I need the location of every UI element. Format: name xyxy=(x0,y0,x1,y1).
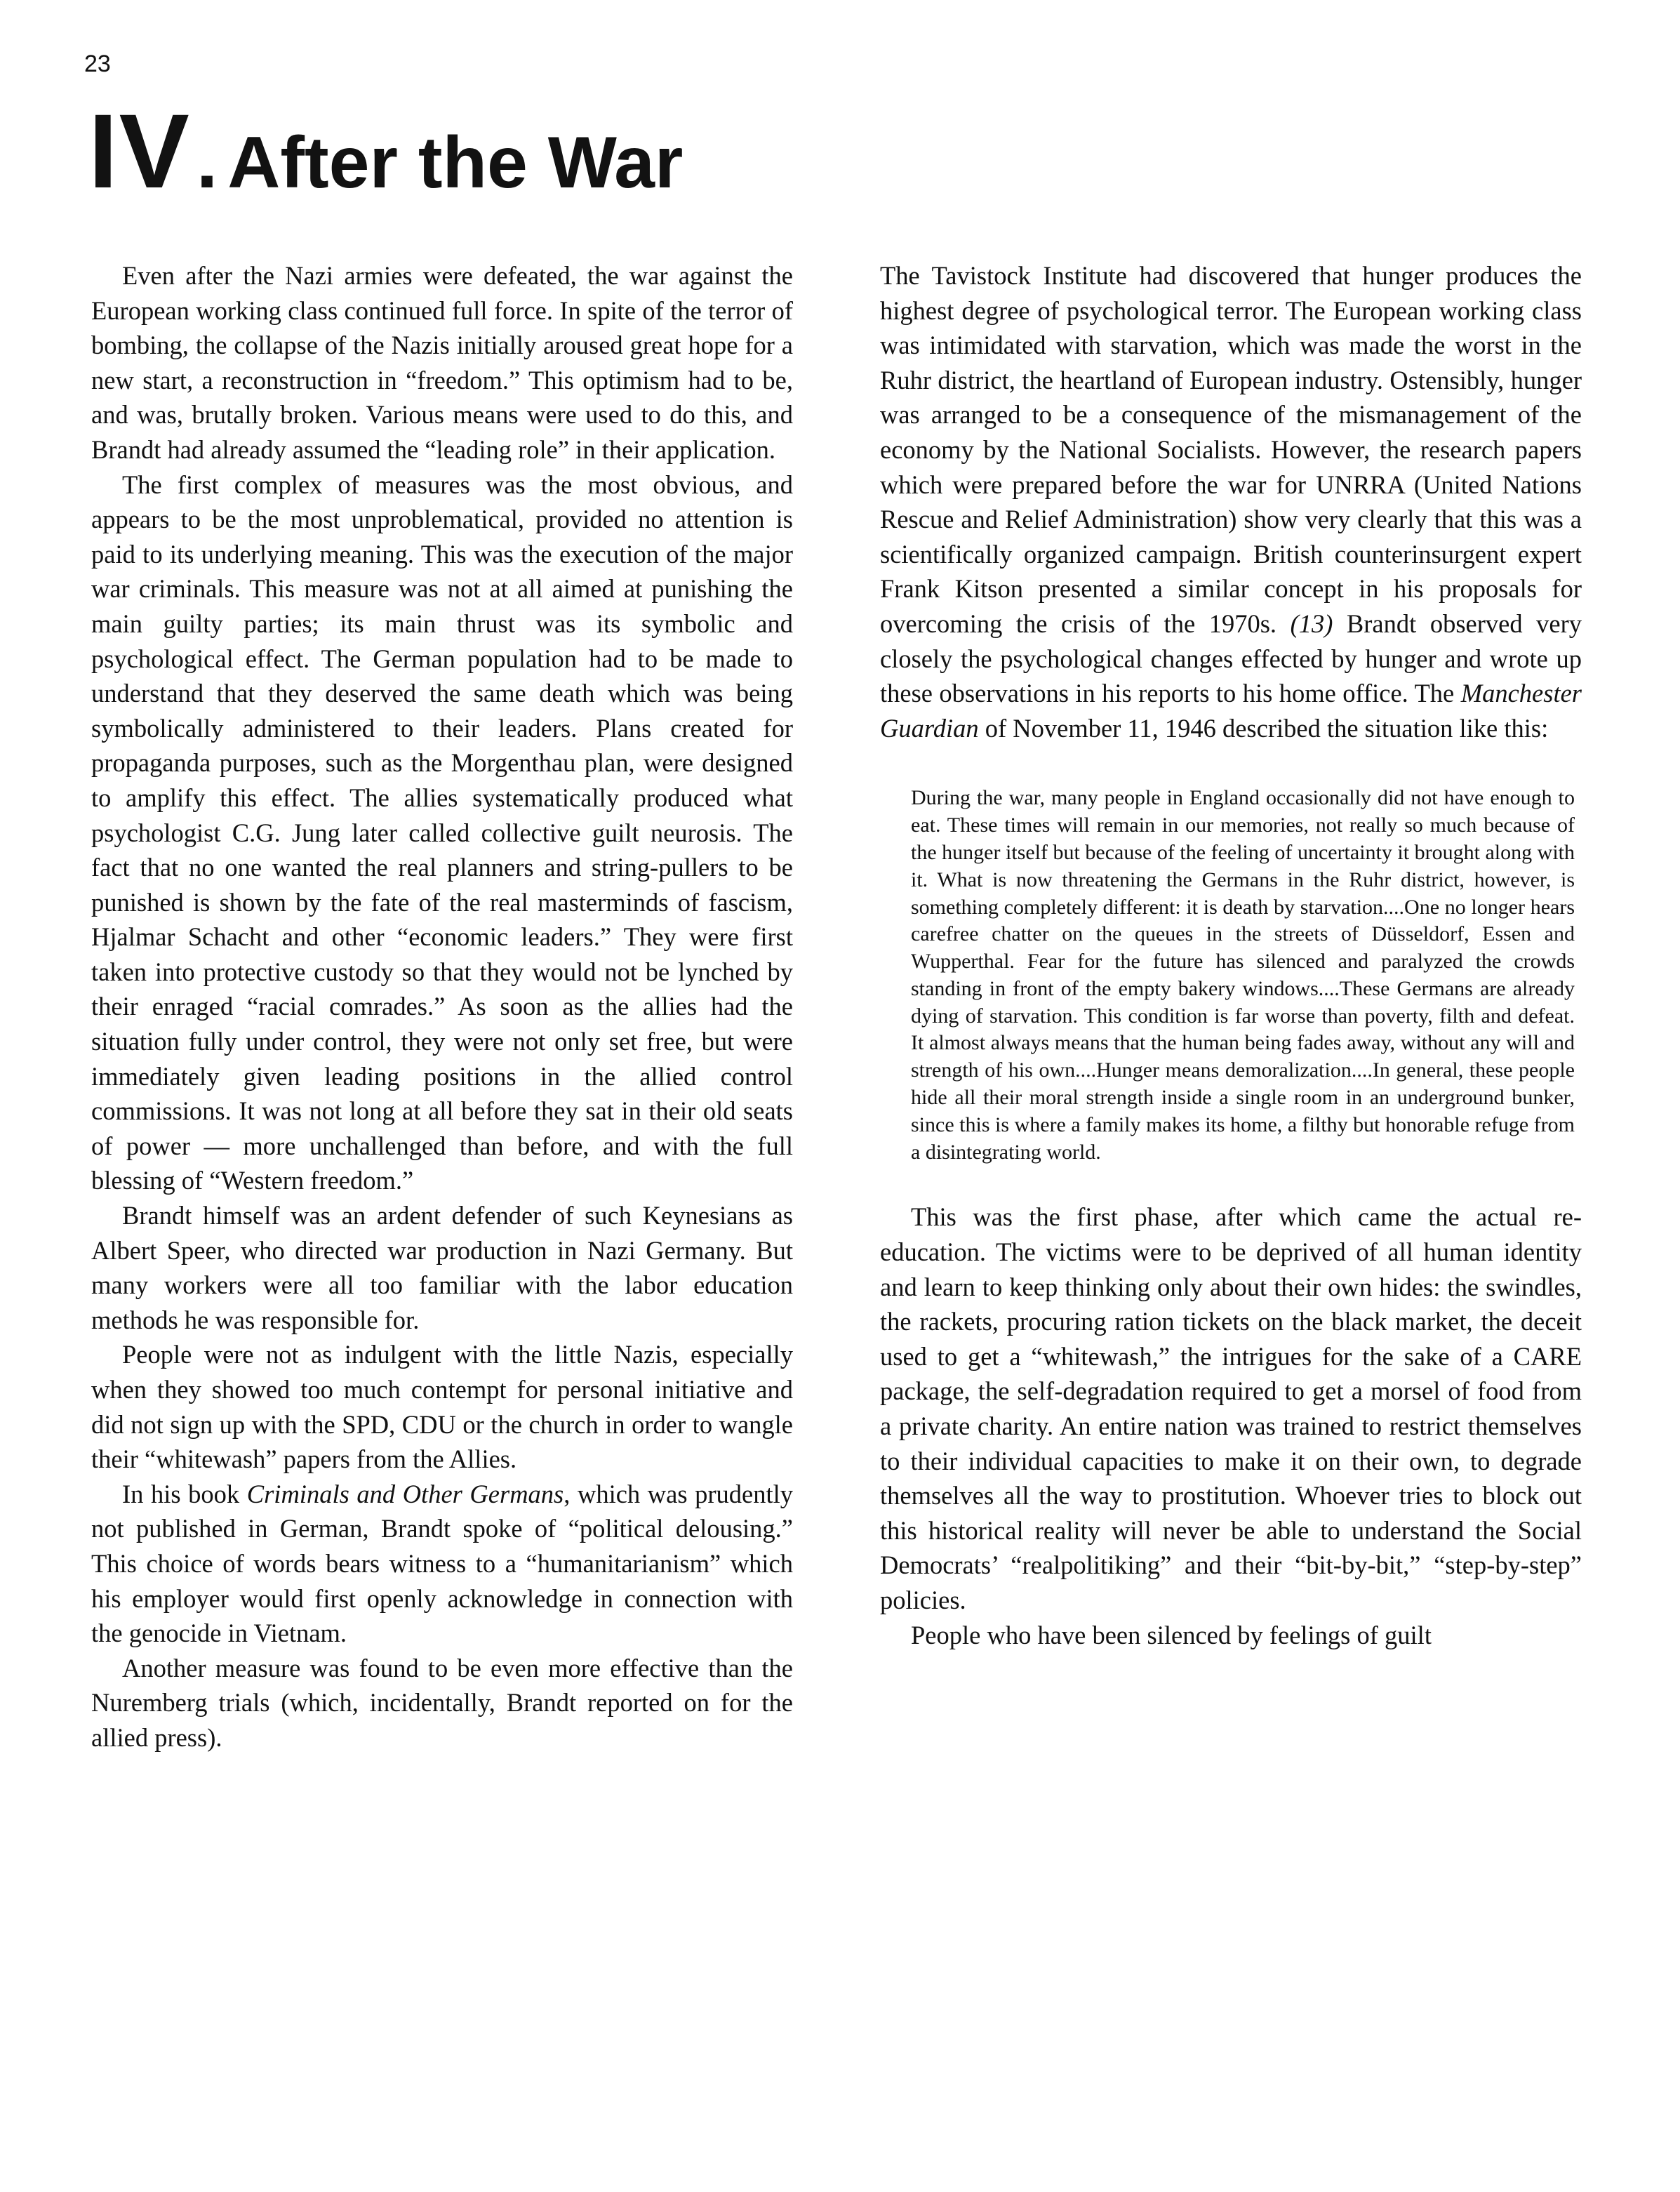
page-number: 23 xyxy=(84,51,111,77)
left-paragraph-1: Even after the Nazi armies were defeated, the war against the European working class continued full force. In spite of the terror of bombing, the collapse of the Nazis initially aroused great hope for a new start, a reconstruction in “freedom.” This optimism had to be, and was, brutally broken. Various means were used to do this, and Brandt had already assumed the “leading role” in their application. xyxy=(91,261,793,464)
chapter-title xyxy=(88,92,684,210)
right-paragraph-1 xyxy=(880,258,1582,745)
left-paragraph-2: The first complex of measures was the most obvious, and appears to be the most unproblematical, provided no attention is paid to its underlying meaning. This was the execution of the major war criminals. This measure was not at all aimed at punishing the main guilty parties; its main thrust was its symbolic and psychological effect. The German population had to be made to understand that they deserved the same death which was being symbolically administered to their leaders. Plans created for propaganda purposes, such as the Morgenthau plan, were designed to amplify this effect. The allies systematically produced what psychologist C.G. Jung later called collective guilt neurosis. The fact that no one wanted the real planners and string-pullers to be punished is shown by the fate of the real masterminds of fascism, Hjalmar Schacht and other “economic leaders.” They were first taken into protective custody so that they would not be lynched by their enraged “racial comrades.” As soon as the allies had the situation fully under control, they were not only set free, but were immediately given leading positions in the allied control commissions. It was not long at all before they sat in their old seats of power — more unchallenged than before, and with the full blessing of “Western freedom.” xyxy=(91,470,793,1195)
right-paragraph-3: People who have been silenced by feelings of guilt xyxy=(911,1620,1432,1649)
footnote-reference: (13) xyxy=(1290,609,1333,638)
left-paragraph-6: Another measure was found to be even more effective than the Nuremberg trials (which, incidentally, Brandt reported on for the allied press). xyxy=(91,1653,793,1752)
left-paragraph-5 xyxy=(91,1477,793,1651)
chapter-numeral: IV xyxy=(88,92,191,210)
left-paragraph-4: People were not as indulgent with the little Nazis, especially when they showed too much contempt for personal initiative and did not sign up with the SPD, CDU or the church in order to wangle their “whitewash” papers from the Allies. xyxy=(91,1340,793,1474)
newspaper-title: Manchester Guardian xyxy=(880,679,1582,743)
right-paragraph-2: This was the first phase, after which came the actual re-education. The victims were to be deprived of all human identity and learn to keep thinking only about their own hides: the swindles, the rackets, procuring ration tickets on the black market, the deceit used to get a “whitewash,” the intrigues for the sake of a CARE package, the self-degradation required to get a morsel of food from a private charity. An entire nation was trained to restrict themselves to their individual capacities to make it on their own, to degrade themselves all the way to prostitution. Whoever tries to block out this historical reality will never be able to understand the Social Democrats’ “realpolitiking” and their “bit-by-bit,” “step-by-step” policies. xyxy=(880,1202,1582,1614)
paragraph-text: of November 11, 1946 described the situation like this: xyxy=(978,713,1549,743)
chapter-separator: . xyxy=(196,118,218,204)
left-paragraph-3: Brandt himself was an ardent defender of such Keynesians as Albert Speer, who directed war production in Nazi Germany. But many workers were all too familiar with the labor education methods he was responsible for. xyxy=(91,1201,793,1334)
paragraph-text: , which was prudently not published in German, Brandt spoke of “political delousing.” This choice of words bears witness to a “humanitarianism” which his employer would first openly acknowledge in connection with the genocide in Vietnam. xyxy=(91,1479,793,1648)
paragraph-text: The Tavistock Institute had discovered that hunger produces the highest degree of psychological terror. The European working class was intimidated with starvation, which was made the worst in the Ruhr district, the heartland of European industry. Ostensibly, hunger was arranged to be a consequence of the mismanagement of the economy by the National Socialists. However, the research papers which were prepared before the war for UNRRA (United Nations Rescue and Relief Administration) show very clearly that this was a scientifically organized campaign. British counterinsurgent expert Frank Kitson presented a similar concept in his proposals for overcoming the crisis of the 1970s. xyxy=(880,261,1582,638)
paragraph-text: In his book xyxy=(122,1479,247,1508)
chapter-title-text: After the War xyxy=(227,122,684,204)
book-title: Criminals and Other Germans xyxy=(246,1479,564,1508)
block-quote xyxy=(911,785,1575,1166)
left-column xyxy=(91,258,793,1755)
right-column xyxy=(880,258,1582,1652)
block-quote-text: During the war, many people in England occasionally did not have enough to eat. These times will remain in our memories, not really so much because of the hunger itself but because of the feeling of uncertainty it brought along with it. What is now threatening the Germans in the Ruhr district, however, is something completely different: it is death by starvation....One no longer hears carefree chatter on the queues in the streets of Düsseldorf, Essen and Wupperthal. Fear for the future has silenced and paralyzed the crowds standing in front of the empty bakery windows....These Germans are already dying of starvation. This condition is far worse than poverty, filth and defeat. It almost always means that the human being fades away, without any will and strength of his own....Hunger means demoralization....In general, these people hide all their moral strength inside a single room in an underground bunker, since this is where a family makes its home, a filthy but honorable refuge from a disintegrating world. xyxy=(911,786,1575,1164)
paragraph-text: Brandt observed very closely the psychological changes effected by hunger and wrote up these observations in his reports to his home office. The xyxy=(880,609,1582,708)
